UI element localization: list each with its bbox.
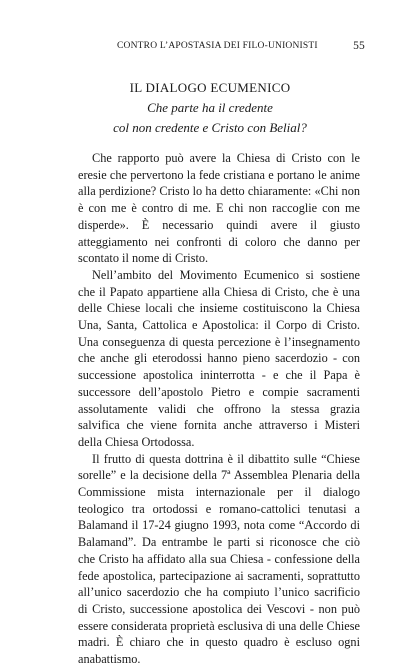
paragraph-2: Nell’ambito del Movimento Ecumenico si sostiene che il Papato appartiene alla Chiesa di Cristo, che è una delle Chiese locali che insieme costituiscono la Chiesa Una, Santa, Cattolica e Apostolica: il Corpo di Cristo. Una conseguenza di questa percezione è l’insegnamento che anche gli eterodossi hanno pieno sacerdozio - con successione apostolica ininterrotta - e che il Papa è successore dell’apostolo Pietro e compie sacramenti assolutamente validi che offrono la stessa grazia salvifica che viene fornita anche attraverso i Misteri della Chiesa Ortodossa.: [78, 267, 360, 449]
chapter-subtitle-line-2: col non credente e Cristo con Belial?: [113, 120, 307, 135]
running-head: [86, 41, 365, 55]
paragraph-1: Che rapporto può avere la Chiesa di Cristo con le eresie che pervertono la fede cristiana e portano le anime alla perdizione? Cristo lo ha detto chiaramente: «Chi non è con me è contro di me. E chi non raccoglie con me disperde». È necessario quindi avere il giusto atteggiamento nei confronti di coloro che danno per scontato il nome di Cristo.: [78, 151, 360, 266]
page-number: 55: [353, 40, 365, 52]
body-text: [78, 150, 360, 668]
running-head-title: CONTRO L’APOSTASIA DEI FILO-UNIONISTI: [117, 41, 318, 51]
chapter-subtitle-line-1: Che parte ha il credente: [147, 100, 273, 115]
paragraph-3: Il frutto di questa dottrina è il dibattito sulle “Chiese sorelle” e la decisione della 7ª Assemblea Plenaria della Commissione mista internazionale per il dialogo teologico tra ortodossi e romano-cattolici tenutasi a Balamand il 17-24 giugno 1993, nota come “Accordo di Balamand”. Da entrambe le parti si riconosce che ciò che Cristo ha affidato alla sua Chiesa - confessione della fede apostolica, partecipazione ai sacramenti, soprattutto all’unico sacerdozio che ha compiuto l’unico sacrificio di Cristo, successione apostolica dei Vescovi - non può essere considerata proprietà esclusiva di una delle Chiese madri. È chiaro che in questo quadro è escluso ogni anabattismo.: [78, 451, 360, 667]
chapter-heading: IL DIALOGO ECUMENICO: [129, 80, 291, 95]
